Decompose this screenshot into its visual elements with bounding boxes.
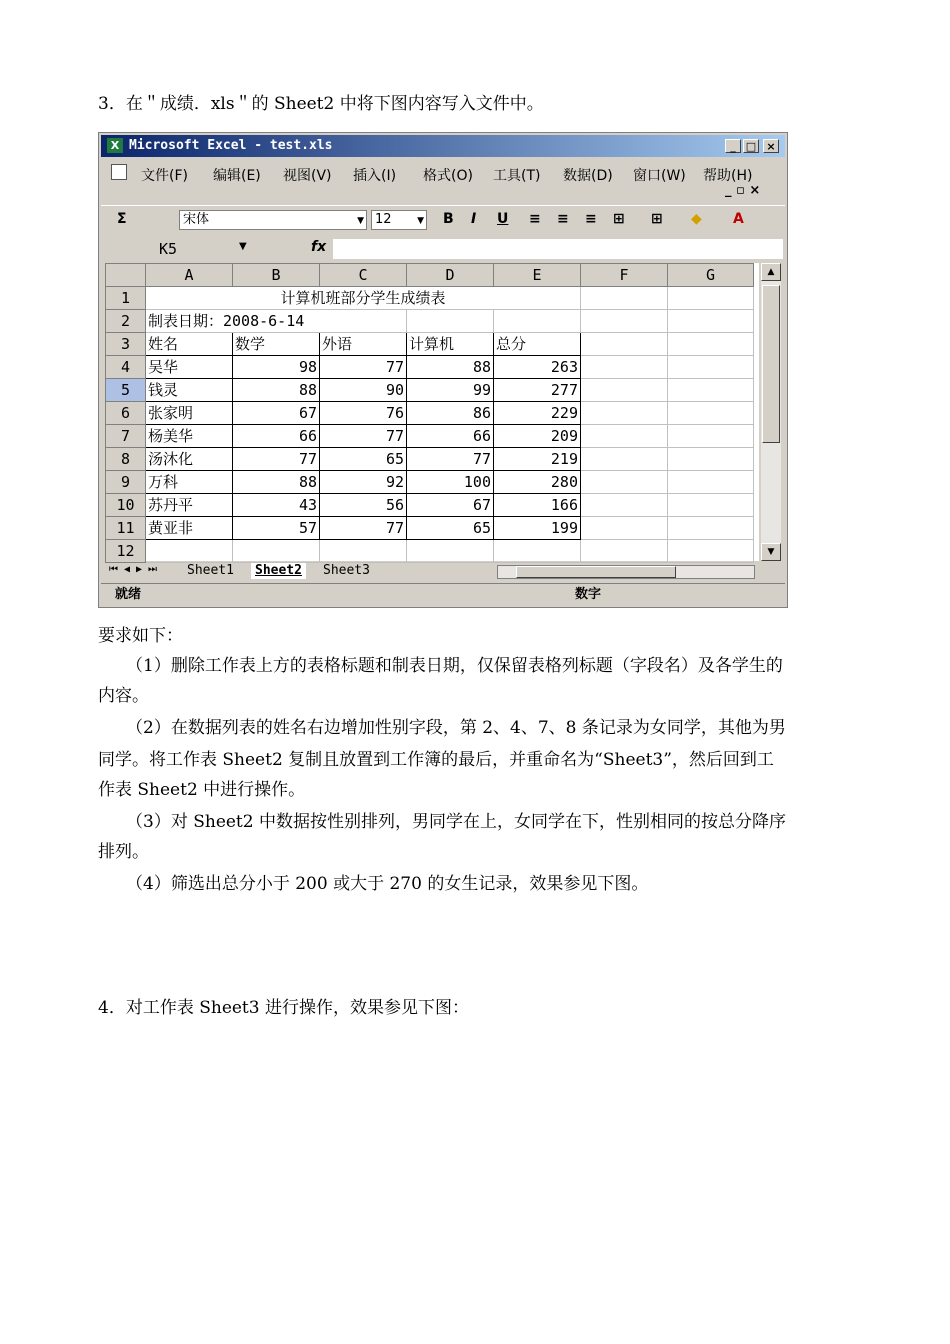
font-name-value: 宋体 — [183, 212, 210, 227]
value-cell[interactable]: 65 — [320, 448, 407, 471]
value-cell[interactable]: 57 — [233, 517, 320, 540]
name-cell[interactable]: 吴华 — [146, 356, 233, 379]
row-header[interactable]: 9 — [106, 471, 146, 494]
borders-icon[interactable]: ⊞ — [651, 211, 663, 227]
cell[interactable] — [407, 540, 494, 563]
workbook-icon[interactable] — [111, 164, 127, 180]
bold-button[interactable]: B — [443, 211, 454, 227]
tab-sheet3[interactable]: Sheet3 — [323, 563, 370, 578]
merge-center-icon[interactable]: ⊞ — [613, 211, 625, 227]
name-cell[interactable]: 钱灵 — [146, 379, 233, 402]
name-cell[interactable]: 汤沐化 — [146, 448, 233, 471]
cell[interactable] — [407, 310, 494, 333]
value-cell[interactable]: 86 — [407, 402, 494, 425]
cell[interactable] — [233, 540, 320, 563]
row-header[interactable]: 8 — [106, 448, 146, 471]
value-cell[interactable]: 90 — [320, 379, 407, 402]
column-header[interactable]: B — [233, 264, 320, 287]
cell[interactable] — [581, 333, 668, 356]
chevron-down-icon: ▼ — [357, 216, 364, 226]
value-cell[interactable]: 277 — [494, 379, 581, 402]
column-header[interactable]: G — [668, 264, 754, 287]
window-title: Microsoft Excel - test.xls — [129, 138, 333, 153]
vertical-scrollbar[interactable] — [761, 263, 781, 561]
fill-color-icon[interactable]: ◆ — [691, 211, 702, 227]
name-box[interactable]: K5 — [105, 239, 253, 259]
cell[interactable] — [494, 540, 581, 563]
row-header[interactable]: 10 — [106, 494, 146, 517]
requirement-line: 内容。 — [98, 686, 149, 706]
cell[interactable] — [581, 356, 668, 379]
requirement-line: 排列。 — [98, 842, 149, 862]
align-center-icon[interactable]: ≡ — [557, 211, 569, 227]
menu-data[interactable]: 数据(D) — [563, 168, 613, 184]
value-cell[interactable]: 77 — [320, 517, 407, 540]
excel-window — [98, 132, 788, 608]
formula-bar — [101, 237, 785, 261]
close-button[interactable]: × — [763, 139, 779, 153]
value-cell[interactable]: 219 — [494, 448, 581, 471]
select-all-corner[interactable] — [106, 264, 146, 287]
cell[interactable] — [668, 448, 754, 471]
requirement-line: 作表 Sheet2 中进行操作。 — [98, 780, 306, 800]
cell[interactable] — [581, 310, 668, 333]
row-header[interactable]: 3 — [106, 333, 146, 356]
value-cell[interactable]: 92 — [320, 471, 407, 494]
requirement-line: （4）筛选出总分小于 200 或大于 270 的女生记录，效果参见下图。 — [126, 874, 649, 894]
value-cell[interactable]: 77 — [233, 448, 320, 471]
align-left-icon[interactable]: ≡ — [529, 211, 541, 227]
requirement-line: （3）对 Sheet2 中数据按性别排列，男同学在上，女同学在下，性别相同的按总分降序 — [126, 812, 786, 832]
font-size-value: 12 — [375, 212, 392, 227]
value-cell[interactable]: 199 — [494, 517, 581, 540]
value-cell[interactable]: 77 — [320, 356, 407, 379]
value-cell[interactable]: 229 — [494, 402, 581, 425]
chevron-down-icon[interactable]: ▼ — [239, 241, 247, 252]
value-cell[interactable]: 98 — [233, 356, 320, 379]
menu-edit[interactable]: 编辑(E) — [213, 168, 261, 184]
name-cell[interactable]: 万科 — [146, 471, 233, 494]
cell[interactable] — [668, 287, 754, 310]
status-ready: 就绪 — [115, 587, 142, 602]
sheet-title-cell[interactable]: 计算机班部分学生成绩表 — [146, 287, 581, 310]
name-cell[interactable]: 杨美华 — [146, 425, 233, 448]
chevron-down-icon: ▼ — [417, 216, 424, 226]
header-cell[interactable]: 计算机 — [407, 333, 494, 356]
status-bar — [101, 583, 785, 606]
value-cell[interactable]: 88 — [233, 471, 320, 494]
name-cell[interactable]: 黄亚非 — [146, 517, 233, 540]
menu-window[interactable]: 窗口(W) — [633, 168, 686, 184]
menu-insert[interactable]: 插入(I) — [353, 168, 397, 184]
font-color-icon[interactable]: A — [733, 211, 744, 227]
title-bar[interactable] — [101, 135, 785, 157]
date-cell[interactable]: 制表日期：2008-6-14 — [146, 310, 407, 333]
row-header[interactable]: 4 — [106, 356, 146, 379]
cell[interactable] — [668, 494, 754, 517]
menu-view[interactable]: 视图(V) — [283, 168, 332, 184]
value-cell[interactable]: 166 — [494, 494, 581, 517]
requirements-heading: 要求如下： — [98, 626, 183, 646]
minimize-button[interactable]: _ — [725, 139, 741, 153]
header-cell[interactable]: 外语 — [320, 333, 407, 356]
cell[interactable] — [581, 448, 668, 471]
value-cell[interactable]: 66 — [407, 425, 494, 448]
workbook-window-controls[interactable]: _ ▫ × — [725, 183, 761, 198]
scroll-thumb[interactable] — [516, 566, 676, 578]
intro-text: 3．在＂成绩．xls＂的 Sheet2 中将下图内容写入文件中。 — [98, 94, 544, 114]
column-header[interactable]: A — [146, 264, 233, 287]
function-icon[interactable]: fx — [311, 239, 327, 255]
row-header[interactable]: 2 — [106, 310, 146, 333]
row-header[interactable]: 5 — [106, 379, 146, 402]
cell-table — [105, 263, 754, 563]
value-cell[interactable]: 88 — [407, 356, 494, 379]
value-cell[interactable]: 100 — [407, 471, 494, 494]
value-cell[interactable]: 43 — [233, 494, 320, 517]
value-cell[interactable]: 67 — [233, 402, 320, 425]
cell[interactable] — [668, 425, 754, 448]
underline-button[interactable]: U — [497, 211, 509, 227]
cell[interactable] — [668, 333, 754, 356]
row-header[interactable]: 11 — [106, 517, 146, 540]
value-cell[interactable]: 209 — [494, 425, 581, 448]
status-mode: 数字 — [575, 587, 602, 602]
value-cell[interactable]: 280 — [494, 471, 581, 494]
worksheet-grid — [105, 263, 759, 561]
cell[interactable] — [668, 310, 754, 333]
value-cell[interactable]: 56 — [320, 494, 407, 517]
requirement-line: 同学。将工作表 Sheet2 复制且放置到工作簿的最后，并重命名为“Sheet3”，然后回到工 — [98, 750, 774, 770]
section-4-text: 4．对工作表 Sheet3 进行操作，效果参见下图： — [98, 998, 469, 1018]
column-header[interactable]: F — [581, 264, 668, 287]
cell[interactable] — [494, 310, 581, 333]
scroll-down-icon[interactable]: ▼ — [761, 543, 781, 561]
column-header[interactable]: E — [494, 264, 581, 287]
name-cell[interactable]: 苏丹平 — [146, 494, 233, 517]
cell[interactable] — [668, 517, 754, 540]
cell[interactable] — [668, 540, 754, 563]
cell[interactable] — [668, 471, 754, 494]
scroll-thumb[interactable] — [762, 285, 780, 443]
cell[interactable] — [668, 379, 754, 402]
value-cell[interactable]: 65 — [407, 517, 494, 540]
row-header[interactable]: 12 — [106, 540, 146, 563]
align-right-icon[interactable]: ≡ — [585, 211, 597, 227]
header-cell[interactable]: 姓名 — [146, 333, 233, 356]
cell[interactable] — [320, 540, 407, 563]
cell[interactable] — [581, 402, 668, 425]
requirement-line: （2）在数据列表的姓名右边增加性别字段，第 2、4、7、8 条记录为女同学，其他为男 — [126, 718, 786, 738]
cell[interactable] — [581, 287, 668, 310]
cell[interactable] — [581, 517, 668, 540]
row-header[interactable]: 6 — [106, 402, 146, 425]
value-cell[interactable]: 66 — [233, 425, 320, 448]
cell[interactable] — [668, 402, 754, 425]
value-cell[interactable]: 76 — [320, 402, 407, 425]
cell[interactable] — [146, 540, 233, 563]
tab-sheet1[interactable]: Sheet1 — [187, 563, 234, 578]
cell[interactable] — [581, 425, 668, 448]
maximize-button[interactable]: □ — [743, 139, 759, 153]
menu-tools[interactable]: 工具(T) — [493, 168, 541, 184]
tab-navigation-icons[interactable]: ⏮◀▶⏭ — [109, 564, 164, 575]
scroll-up-icon[interactable]: ▲ — [761, 263, 781, 281]
cell[interactable] — [668, 356, 754, 379]
cell[interactable] — [581, 471, 668, 494]
cell[interactable] — [581, 379, 668, 402]
autosum-button[interactable]: Σ — [117, 211, 127, 227]
value-cell[interactable]: 77 — [407, 448, 494, 471]
value-cell[interactable]: 67 — [407, 494, 494, 517]
value-cell[interactable]: 99 — [407, 379, 494, 402]
formatting-toolbar — [101, 205, 785, 236]
row-header[interactable]: 7 — [106, 425, 146, 448]
horizontal-scrollbar[interactable] — [497, 565, 755, 579]
font-name-select[interactable] — [179, 210, 367, 230]
name-cell[interactable]: 张家明 — [146, 402, 233, 425]
italic-button[interactable]: I — [471, 211, 477, 227]
cell[interactable] — [581, 540, 668, 563]
requirement-line: （1）删除工作表上方的表格标题和制表日期，仅保留表格列标题（字段名）及各学生的 — [126, 656, 783, 676]
excel-app-icon: X — [107, 138, 123, 153]
value-cell[interactable]: 263 — [494, 356, 581, 379]
column-header[interactable]: D — [407, 264, 494, 287]
value-cell[interactable]: 88 — [233, 379, 320, 402]
header-cell[interactable]: 总分 — [494, 333, 581, 356]
value-cell[interactable]: 77 — [320, 425, 407, 448]
menu-file[interactable]: 文件(F) — [141, 168, 188, 184]
menu-help[interactable]: 帮助(H) — [703, 168, 753, 184]
cell[interactable] — [581, 494, 668, 517]
menu-format[interactable]: 格式(O) — [423, 168, 473, 184]
row-header[interactable]: 1 — [106, 287, 146, 310]
header-cell[interactable]: 数学 — [233, 333, 320, 356]
formula-input[interactable] — [333, 239, 783, 259]
column-header[interactable]: C — [320, 264, 407, 287]
font-size-select[interactable] — [371, 210, 427, 230]
menu-bar — [101, 159, 785, 201]
tab-sheet2[interactable]: Sheet2 — [251, 563, 306, 579]
